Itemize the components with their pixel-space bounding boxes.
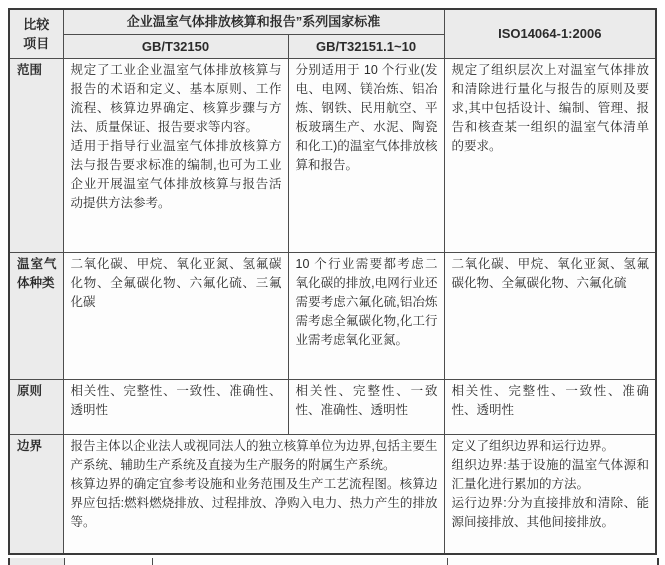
principles-iso-paragraph: 相关性、完整性、一致性、准确性、透明性 <box>451 383 650 417</box>
scope-gbt32150-paragraph-1: 规定了工业企业温室气体排放核算与报告的术语和定义、基本原则、工作流程、核算边界确定、核算步骤与方法、质量保证、报告要求等内容。 <box>70 62 282 134</box>
row-label-principles: 原则 <box>9 379 63 434</box>
cell-gas-gbt32151 <box>288 252 444 379</box>
next-row-divider-1 <box>152 558 153 565</box>
cell-boundary-iso <box>444 434 656 554</box>
cell-gas-gbt32150 <box>63 252 288 379</box>
header-gbt32151: GB/T32151.1~10 <box>288 34 444 58</box>
cell-gas-iso <box>444 252 656 379</box>
next-row-label-cell <box>10 558 65 565</box>
cell-scope-gbt32150 <box>63 58 288 252</box>
gas-gbt32150-paragraph: 二氧化碳、甲烷、氧化亚氮、氢氟碳化物、全氟碳化物、六氟化硫、三氟化碳 <box>70 256 282 309</box>
gas-iso-paragraph: 二氧化碳、甲烷、氧化亚氮、氢氟碳化物、全氟碳化物、六氟化硫 <box>451 256 650 290</box>
header-compare-item-line1: 比较 <box>23 16 50 32</box>
header-iso14064: ISO14064-1:2006 <box>444 9 656 58</box>
row-label-scope: 范围 <box>9 58 63 252</box>
cell-principles-gbt32150 <box>63 379 288 434</box>
cell-principles-iso <box>444 379 656 434</box>
header-compare-item <box>9 9 63 58</box>
principles-gbt32151-paragraph: 相关性、完整性、一致性、准确性、透明性 <box>295 383 438 417</box>
principles-gbt32150-paragraph: 相关性、完整性、一致性、准确性、透明性 <box>70 383 282 417</box>
cell-boundary-gb-merged <box>63 434 444 554</box>
row-label-boundary: 边界 <box>9 434 63 554</box>
boundary-gb-paragraph-1: 报告主体以企业法人或视同法人的独立核算单位为边界,包括主要生产系统、辅助生产系统及直接为生产服务的附属生产系统。 <box>70 438 438 472</box>
row-label-gas-types: 温室气体种类 <box>9 252 63 379</box>
gas-gbt32151-paragraph: 10 个行业需要都考虑二氧化碳的排放,电网行业还需要考虑六氟化硫,铝冶炼需考虑全氟碳化物,化工行业需考虑氧化亚氮。 <box>295 256 438 347</box>
comparison-table <box>8 8 657 555</box>
header-gbt32150: GB/T32150 <box>63 34 288 58</box>
scope-iso-paragraph: 规定了组织层次上对温室气体排放和清除进行量化与报告的原则及要求,其中包括设计、编制、管理、报告和核查某一组织的温室气体清单的要求。 <box>451 62 650 153</box>
boundary-iso-paragraph-1: 定义了组织边界和运行边界。 <box>451 438 615 453</box>
boundary-iso-paragraph-2: 组织边界:基于设施的温室气体源和汇量化进行累加的方法。 <box>451 457 650 491</box>
cell-principles-gbt32151 <box>288 379 444 434</box>
cell-scope-gbt32151 <box>288 58 444 252</box>
boundary-gb-paragraph-2: 核算边界的确定宜参考设施和业务范围及生产工艺流程图。核算边界应包括:燃料燃烧排放、过程排放、净购入电力、热力产生的排放等。 <box>70 476 438 529</box>
boundary-iso-paragraph-3: 运行边界:分为直接排放和清除、能源间接排放、其他间接排放。 <box>451 495 650 529</box>
scope-gbt32151-paragraph: 分别适用于 10 个行业(发电、电网、镁冶炼、铝冶炼、钢铁、民用航空、平板玻璃生产、水泥、陶瓷和化工)的温室气体排放核算和报告。 <box>295 62 438 172</box>
cell-scope-iso <box>444 58 656 252</box>
header-compare-item-line2: 项目 <box>23 35 50 51</box>
next-row-divider-2 <box>447 558 448 565</box>
header-gb-series: 企业温室气体排放核算和报告”系列国家标准 <box>63 9 444 34</box>
next-row-partial <box>8 558 659 565</box>
scope-gbt32150-paragraph-2: 适用于指导行业温室气体排放核算方法与报告要求标准的编制,也可为工业企业开展温室气体排放核算与报告活动提供方法参考。 <box>70 138 282 210</box>
